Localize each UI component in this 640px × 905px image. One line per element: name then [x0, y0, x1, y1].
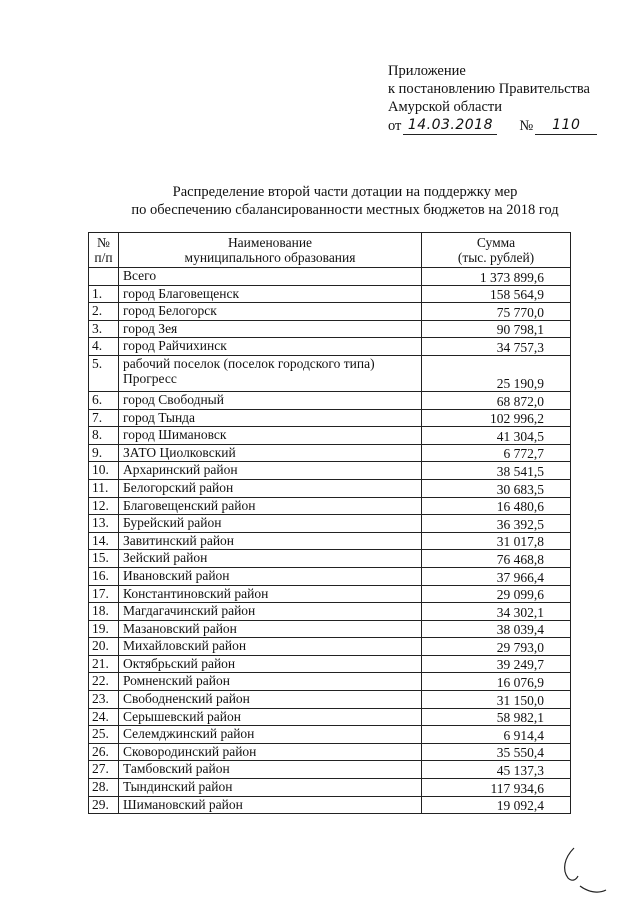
table-row [89, 567, 571, 585]
row-sum: 34 302,1 [422, 603, 571, 621]
table-row [89, 550, 571, 568]
row-num: 16. [89, 567, 119, 585]
table-row [89, 479, 571, 497]
row-name: Зейский район [119, 550, 422, 568]
header-num [89, 233, 119, 268]
row-num: 25. [89, 726, 119, 744]
row-num: 26. [89, 743, 119, 761]
row-sum: 31 017,8 [422, 532, 571, 550]
row-name: город Белогорск [119, 303, 422, 321]
row-num: 7. [89, 409, 119, 427]
row-name: город Благовещенск [119, 285, 422, 303]
row-num: 5. [89, 355, 119, 391]
row-sum: 158 564,9 [422, 285, 571, 303]
row-sum: 37 966,4 [422, 567, 571, 585]
table-row [89, 673, 571, 691]
row-sum: 6 914,4 [422, 726, 571, 744]
row-num: 24. [89, 708, 119, 726]
row-name: город Райчихинск [119, 338, 422, 356]
row-sum: 117 934,6 [422, 779, 571, 797]
row-num: 14. [89, 532, 119, 550]
row-sum: 38 541,5 [422, 462, 571, 480]
resolution-date-number [388, 116, 597, 135]
row-num: 22. [89, 673, 119, 691]
table-row [89, 497, 571, 515]
row-sum: 25 190,9 [422, 355, 571, 391]
table-row [89, 796, 571, 814]
row-sum: 41 304,5 [422, 427, 571, 445]
row-name: Свободненский район [119, 691, 422, 709]
row-name: Бурейский район [119, 515, 422, 533]
row-sum: 76 468,8 [422, 550, 571, 568]
table-row [89, 638, 571, 656]
header-num-line-1: № [97, 235, 110, 250]
row-num: 3. [89, 320, 119, 338]
row-num: 11. [89, 479, 119, 497]
table-row [89, 444, 571, 462]
row-sum: 16 076,9 [422, 673, 571, 691]
row-sum: 45 137,3 [422, 761, 571, 779]
handwritten-number: 110 [535, 116, 597, 135]
title-line-2: по обеспечению сбалансированности местных бюджетов на 2018 год [131, 202, 559, 218]
header-name [119, 233, 422, 268]
appendix-header [388, 62, 597, 135]
row-sum: 90 798,1 [422, 320, 571, 338]
row-name: город Шимановск [119, 427, 422, 445]
row-num: 19. [89, 620, 119, 638]
row-sum: 29 793,0 [422, 638, 571, 656]
table-row [89, 603, 571, 621]
table-row [89, 708, 571, 726]
row-name: Октябрьский район [119, 655, 422, 673]
row-num: 2. [89, 303, 119, 321]
table-row [89, 726, 571, 744]
table-row [89, 585, 571, 603]
table-row [89, 655, 571, 673]
table-row [89, 532, 571, 550]
distribution-table [88, 232, 571, 814]
row-num: 20. [89, 638, 119, 656]
row-num: 21. [89, 655, 119, 673]
row-sum: 35 550,4 [422, 743, 571, 761]
row-sum: 16 480,6 [422, 497, 571, 515]
row-num: 4. [89, 338, 119, 356]
row-num: 6. [89, 391, 119, 409]
row-sum: 38 039,4 [422, 620, 571, 638]
total-num [89, 268, 119, 286]
row-sum: 68 872,0 [422, 391, 571, 409]
number-prefix: № [519, 118, 534, 134]
table-row [89, 462, 571, 480]
row-name: Константиновский район [119, 585, 422, 603]
row-sum: 58 982,1 [422, 708, 571, 726]
appendix-line-3: Амурской области [388, 99, 502, 115]
row-name: Мазановский район [119, 620, 422, 638]
title-line-1: Распределение второй части дотации на поддержку мер [172, 184, 518, 200]
row-num: 12. [89, 497, 119, 515]
total-sum: 1 373 899,6 [422, 268, 571, 286]
table-row [89, 691, 571, 709]
row-num: 1. [89, 285, 119, 303]
row-name: Завитинский район [119, 532, 422, 550]
header-name-line-1: Наименование [227, 235, 313, 250]
header-sum-line-1: Сумма [476, 235, 516, 250]
row-name: Благовещенский район [119, 497, 422, 515]
total-label: Всего [119, 268, 422, 286]
table-row [89, 743, 571, 761]
row-num: 15. [89, 550, 119, 568]
row-name: город Зея [119, 320, 422, 338]
row-sum: 75 770,0 [422, 303, 571, 321]
row-num: 27. [89, 761, 119, 779]
row-name: Тамбовский район [119, 761, 422, 779]
row-sum: 39 249,7 [422, 655, 571, 673]
row-name: Ромненский район [119, 673, 422, 691]
row-name: Шимановский район [119, 796, 422, 814]
table-row [89, 620, 571, 638]
table-row [89, 285, 571, 303]
table-row [89, 761, 571, 779]
row-sum: 102 996,2 [422, 409, 571, 427]
header-num-line-2: п/п [94, 250, 113, 265]
row-name: Сковородинский район [119, 743, 422, 761]
table-row [89, 427, 571, 445]
table-row [89, 338, 571, 356]
header-name-line-2: муниципального образования [184, 250, 356, 265]
table-header-row [89, 233, 571, 268]
row-sum: 30 683,5 [422, 479, 571, 497]
row-num: 29. [89, 796, 119, 814]
row-sum: 34 757,3 [422, 338, 571, 356]
total-row [89, 268, 571, 286]
table-row [89, 515, 571, 533]
row-sum: 6 772,7 [422, 444, 571, 462]
row-name: Михайловский район [119, 638, 422, 656]
row-num: 28. [89, 779, 119, 797]
row-num: 9. [89, 444, 119, 462]
row-name: Тындинский район [119, 779, 422, 797]
row-sum: 36 392,5 [422, 515, 571, 533]
row-sum: 29 099,6 [422, 585, 571, 603]
row-name: ЗАТО Циолковский [119, 444, 422, 462]
row-name: Архаринский район [119, 462, 422, 480]
row-num: 17. [89, 585, 119, 603]
table-row [89, 779, 571, 797]
appendix-line-1: Приложение [388, 63, 466, 79]
row-name: Белогорский район [119, 479, 422, 497]
date-prefix: от [388, 118, 402, 134]
table-row [89, 303, 571, 321]
table-row [89, 409, 571, 427]
row-name: Ивановский район [119, 567, 422, 585]
row-sum: 19 092,4 [422, 796, 571, 814]
row-sum: 31 150,0 [422, 691, 571, 709]
handwritten-date: 14.03.2018 [403, 116, 497, 135]
table-row [89, 320, 571, 338]
row-name: рабочий поселок (поселок городского типа) Прогресс [119, 355, 422, 391]
row-num: 18. [89, 603, 119, 621]
header-sum-line-2: (тыс. рублей) [457, 250, 535, 265]
row-num: 10. [89, 462, 119, 480]
row-name: Селемджинский район [119, 726, 422, 744]
document-title [90, 183, 600, 219]
table-row [89, 391, 571, 409]
header-sum [422, 233, 571, 268]
appendix-line-2: к постановлению Правительства [388, 81, 590, 97]
row-num: 13. [89, 515, 119, 533]
row-name: Серышевский район [119, 708, 422, 726]
row-name: город Тында [119, 409, 422, 427]
margin-mark-icon [560, 846, 620, 896]
row-num: 23. [89, 691, 119, 709]
row-num: 8. [89, 427, 119, 445]
row-name: Магдагачинский район [119, 603, 422, 621]
row-name: город Свободный [119, 391, 422, 409]
table-row [89, 355, 571, 391]
